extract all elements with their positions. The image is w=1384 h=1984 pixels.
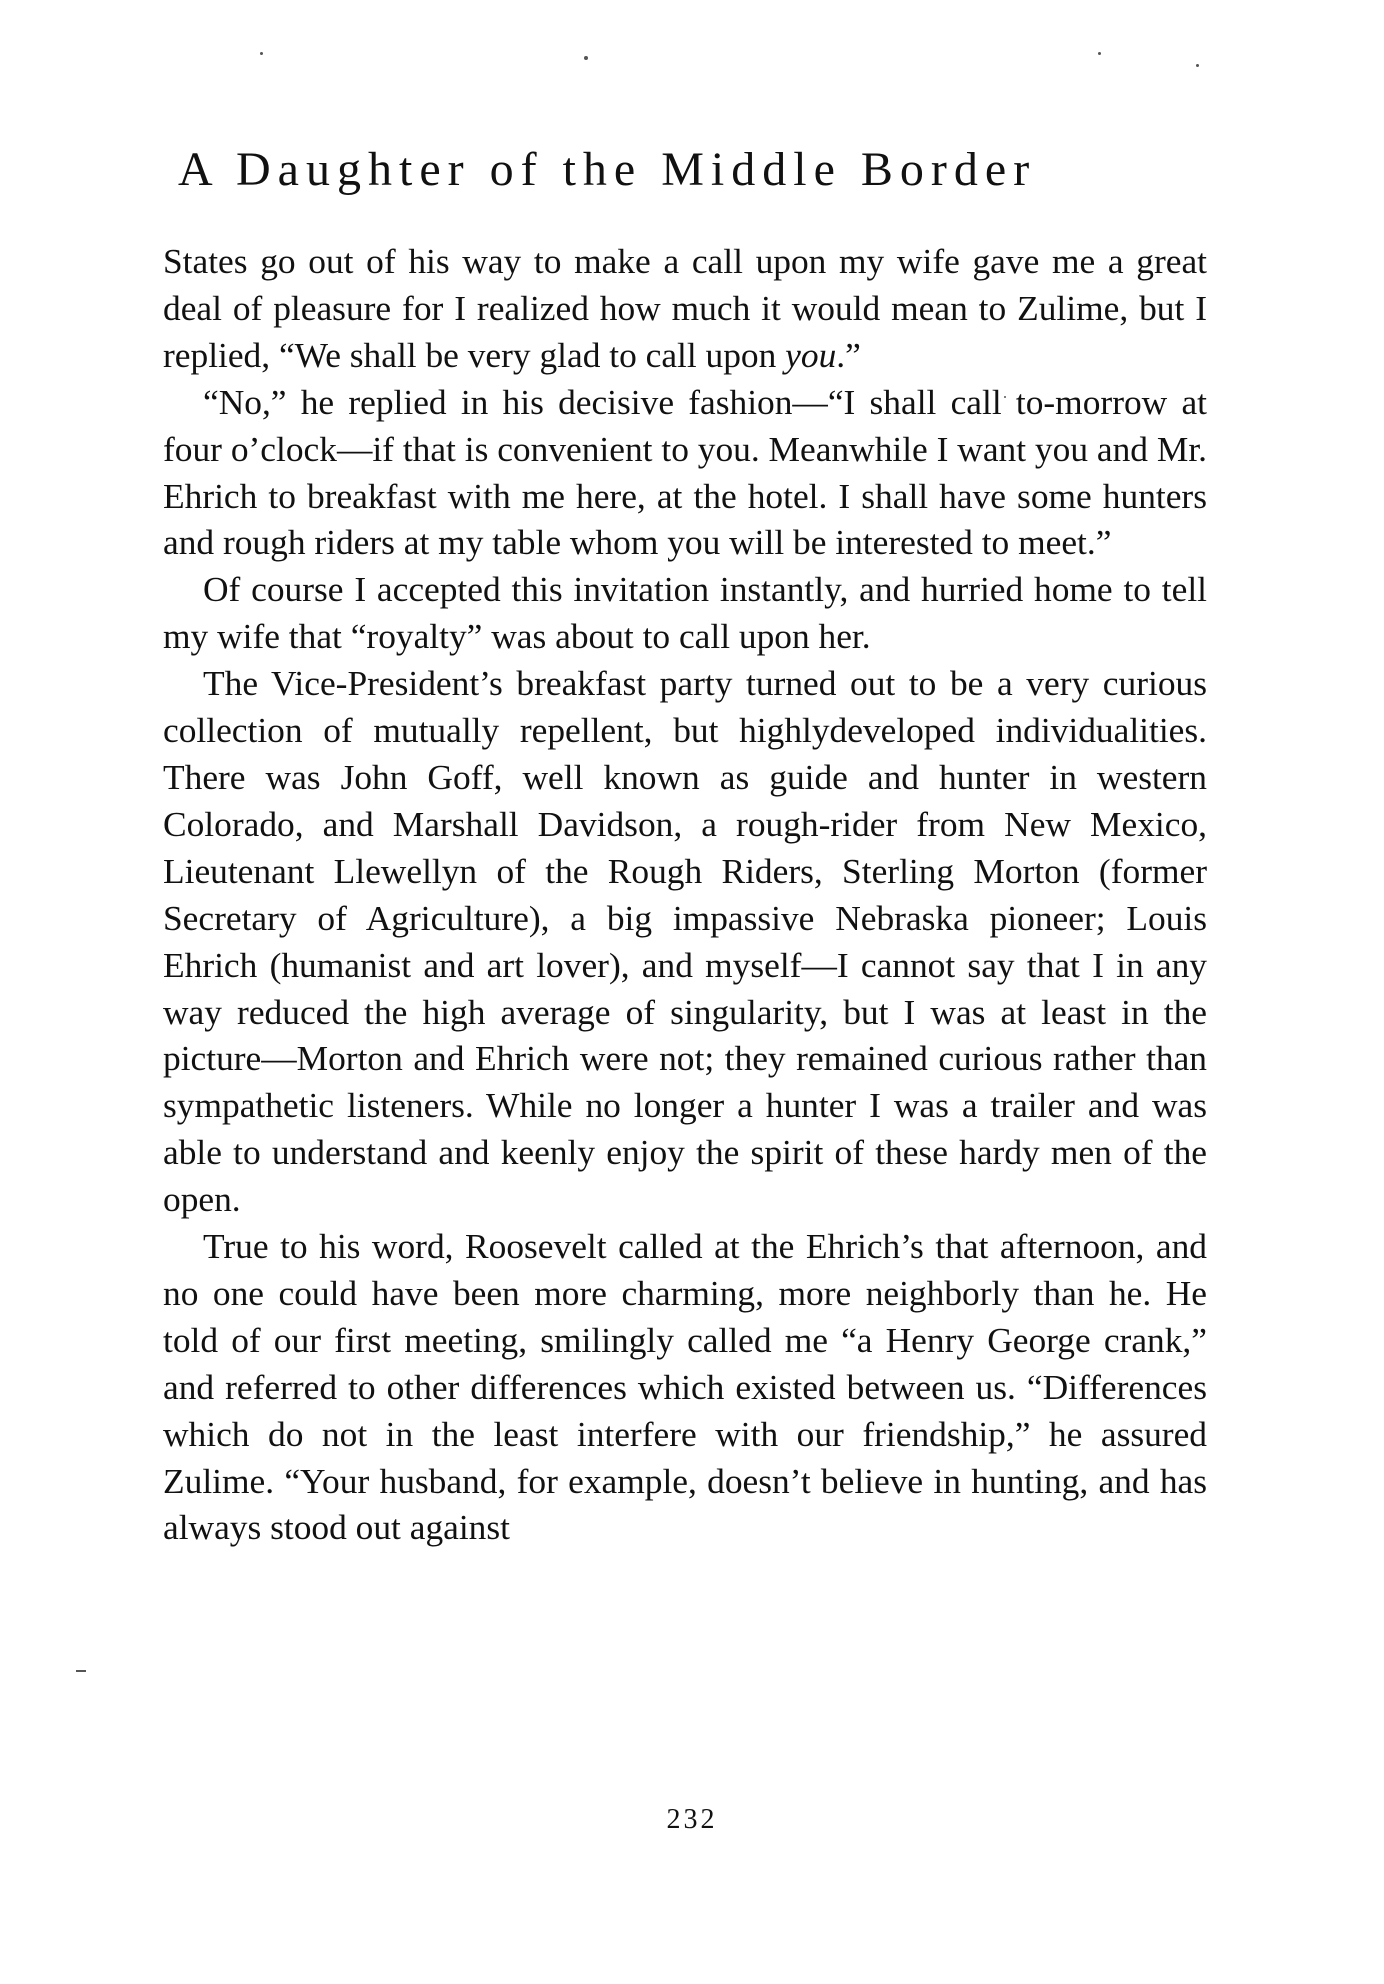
paragraph-4: The Vice-President’s breakfast party turned out to be a very curious collection of mutually repellent, but highlydeveloped individualities. There was John Goff, well known as guide and hunter in western Colorado, and Marshall Davidson, a rough-rider from New Mexico, Lieutenant Llewellyn of the Rough Riders, Sterling Morton (former Secretary of Agriculture), a big impassive Nebraska pioneer; Louis Ehrich (humanist and art lover), and myself—I cannot say that I in any way reduced the high average of singularity, but I was at least in the picture—Morton and Ehrich were not; they remained curious rather than sympathetic listeners. While no longer a hunter I was a trailer and was able to understand and keenly enjoy the spirit of these hardy men of the open.	[163, 663, 1207, 1220]
running-head: A Daughter of the Middle Border	[178, 143, 1037, 196]
page-number: 232	[666, 1804, 718, 1835]
print-speck	[76, 1670, 86, 1672]
print-speck	[260, 52, 263, 55]
emphasis-you: you	[785, 334, 837, 375]
print-speck	[584, 56, 588, 60]
paragraph-5: True to his word, Roosevelt called at the Ehrich’s that afternoon, and no one could have been more charming, more neighborly than he. He told of our first meeting, smilingly called me “a Henry George crank,” and referred to other differences which existed between us. “Differences which do not in the least interfere with our friendship,” he assured Zulime. “Your husband, for example, doesn’t believe in hunting, and has always stood out against	[163, 1226, 1207, 1548]
print-speck	[1098, 52, 1101, 55]
body-text	[163, 238, 1207, 1551]
print-speck	[1196, 64, 1199, 67]
paragraph-2: “No,” he replied in his decisive fashion—“I shall call to-morrow at four o’clock—if that is convenient to you. Meanwhile I want you and Mr. Ehrich to breakfast with me here, at the hotel. I shall have some hunters and rough riders at my table whom you will be interested to meet.”	[163, 381, 1207, 563]
paragraph-3: Of course I accepted this invitation instantly, and hurried home to tell my wife that “royalty” was about to call upon her.	[163, 569, 1207, 657]
paragraph-1: States go out of his way to make a call upon my wife gave me a great deal of pleasure for I realized how much it would mean to Zulime, but I replied, “We shall be very glad to call upon you.”	[163, 241, 1207, 375]
